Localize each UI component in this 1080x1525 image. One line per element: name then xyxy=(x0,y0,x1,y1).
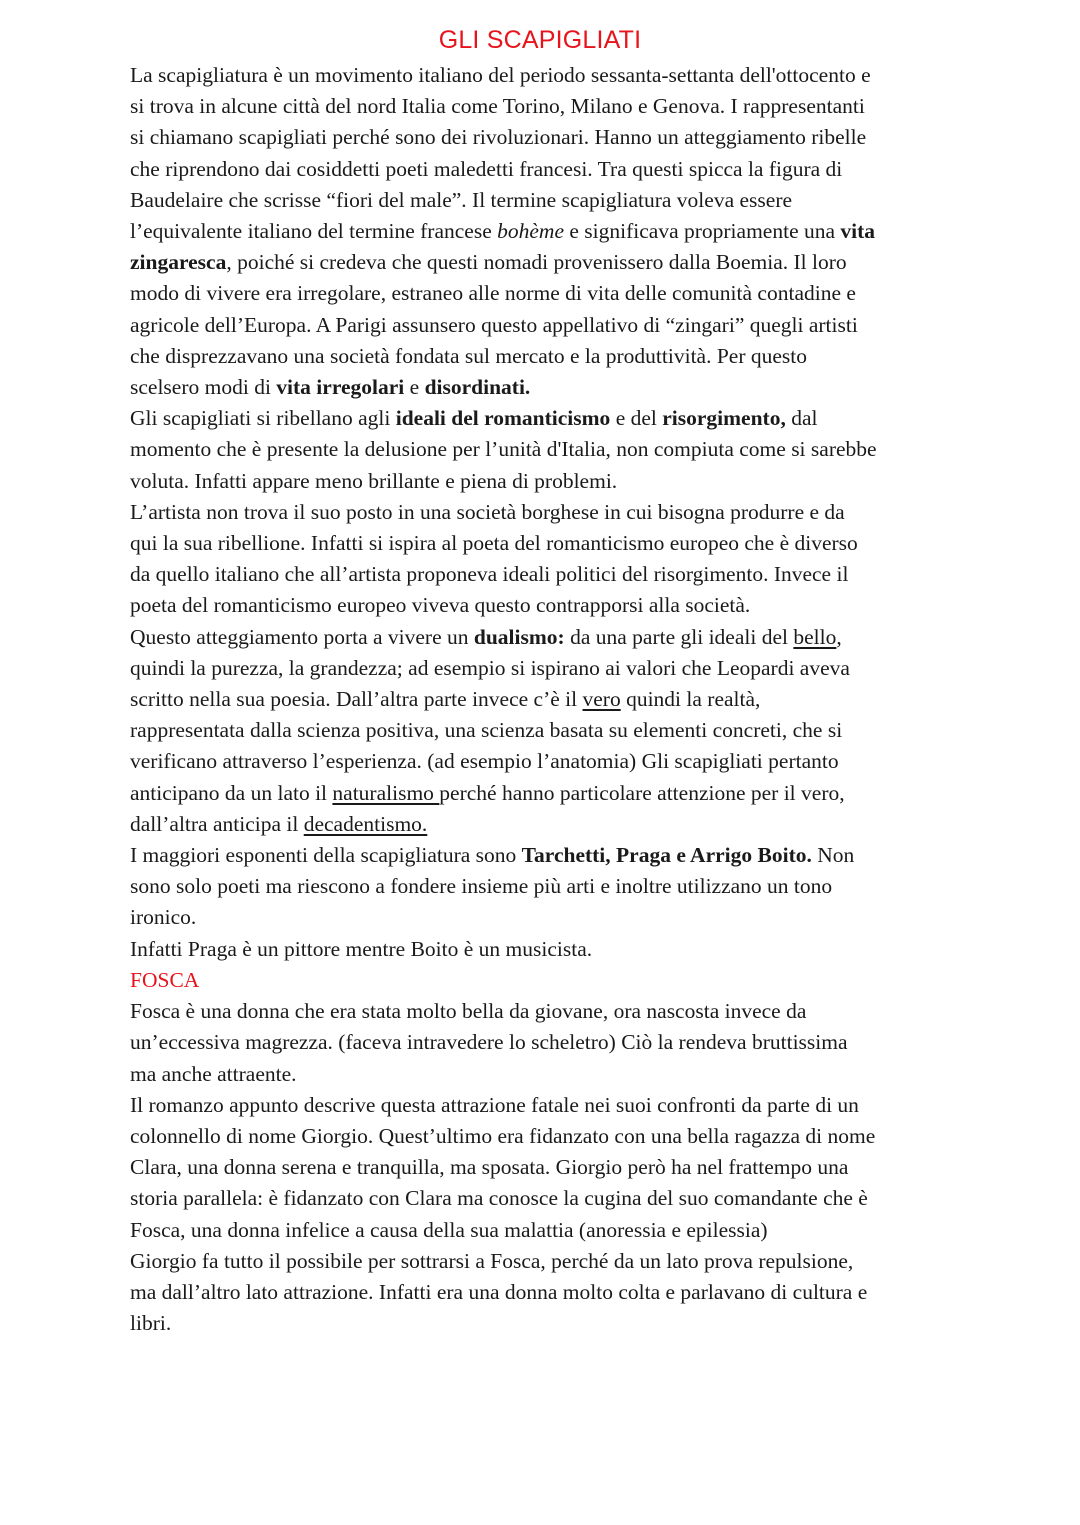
text-run: Non xyxy=(811,843,855,868)
text-line: storia parallela: è fidanzato con Clara ma conosce la cugina del suo comandante che è xyxy=(130,1186,868,1211)
text-run: scelsero modi di xyxy=(130,375,277,400)
text-line: ironico. xyxy=(130,905,197,930)
text-run: quindi la realtà, xyxy=(620,687,761,712)
text-run: dal xyxy=(785,406,818,431)
underlined-term: bello xyxy=(793,624,837,649)
text-line: Il romanzo appunto descrive questa attrazione fatale nei suoi confronti da parte di un xyxy=(130,1092,859,1117)
bold-term: ideali del romanticismo xyxy=(395,406,611,431)
text-line: un’eccessiva magrezza. (faceva intravedere lo scheletro) Ciò la rendeva bruttissima xyxy=(130,1030,848,1055)
text-line: qui la sua ribellione. Infatti si ispira al poeta del romanticismo europeo che è diverso xyxy=(130,531,858,556)
text-run: scritto nella sua poesia. Dall’altra parte invece c’è il xyxy=(130,687,583,712)
section-heading-fosca xyxy=(130,965,958,996)
paragraph-fosca-description xyxy=(130,996,958,1090)
paragraph-fosca-giorgio xyxy=(130,1246,958,1340)
text-line: Baudelaire che scrisse “fiori del male”. Il termine scapigliatura voleva essere xyxy=(130,187,793,212)
text-line xyxy=(130,403,958,434)
underlined-term: decadentismo. xyxy=(303,811,428,836)
text-run: , poiché si credeva che questi nomadi provenissero dalla Boemia. Il loro xyxy=(226,250,847,275)
text-line xyxy=(130,778,958,809)
paragraph-ideals xyxy=(130,403,958,497)
text-line: che disprezzavano una società fondata sul mercato e la produttività. Per questo xyxy=(130,343,807,368)
text-line: Giorgio fa tutto il possibile per sottrarsi a Fosca, perché da un lato prova repulsione, xyxy=(130,1248,854,1273)
bold-term: vita xyxy=(840,219,876,244)
text-run: da una parte gli ideali del xyxy=(564,624,794,649)
text-line xyxy=(130,216,958,247)
text-run: I maggiori esponenti della scapigliatura sono xyxy=(130,843,522,868)
text-line xyxy=(130,372,958,403)
text-line: che riprendono dai cosiddetti poeti maledetti francesi. Tra questi spicca la figura di xyxy=(130,156,843,181)
text-line: momento che è presente la delusione per l’unità d'Italia, non compiuta come si sarebbe xyxy=(130,437,877,462)
text-line: quindi la purezza, la grandezza; ad esempio si ispirano ai valori che Leopardi aveva xyxy=(130,655,850,680)
text-run: e xyxy=(404,375,425,400)
text-run: anticipano da un lato il xyxy=(130,780,333,805)
text-line: Infatti Praga è un pittore mentre Boito è un musicista. xyxy=(130,936,593,961)
text-run: e significava propriamente una xyxy=(564,219,841,244)
text-line xyxy=(130,622,958,653)
paragraph-artist xyxy=(130,497,958,622)
text-line: da quello italiano che all’artista proponeva ideali politici del risorgimento. Invece il xyxy=(130,562,849,587)
text-line: L’artista non trova il suo posto in una società borghese in cui bisogna produrre e da xyxy=(130,499,845,524)
underlined-term: vero xyxy=(582,687,621,712)
text-run: e del xyxy=(610,406,663,431)
text-line xyxy=(130,247,958,278)
text-line: verificano attraverso l’esperienza. (ad esempio l’anatomia) Gli scapigliati pertanto xyxy=(130,749,839,774)
text-line xyxy=(130,809,958,840)
text-line: Clara, una donna serena e tranquilla, ma sposata. Giorgio però ha nel frattempo una xyxy=(130,1155,849,1180)
bold-term: dualismo: xyxy=(473,624,565,649)
paragraph-dualism xyxy=(130,622,958,840)
text-line: agricole dell’Europa. A Parigi assunsero questo appellativo di “zingari” quegli artisti xyxy=(130,312,858,337)
bold-term: Tarchetti, Praga e Arrigo Boito. xyxy=(521,843,812,868)
paragraph-exponents xyxy=(130,840,958,934)
bold-term: disordinati. xyxy=(424,375,531,400)
text-line: libri. xyxy=(130,1311,172,1336)
paragraph-intro xyxy=(130,60,958,403)
text-run: perché hanno particolare attenzione per il vero, xyxy=(439,780,845,805)
text-run: Gli scapigliati si ribellano agli xyxy=(130,406,396,431)
text-line: rappresentata dalla scienza positiva, una scienza basata su elementi concreti, che si xyxy=(130,718,843,743)
text-line: voluta. Infatti appare meno brillante e piena di problemi. xyxy=(130,468,618,493)
italic-term: bohème xyxy=(497,219,564,244)
section-heading: FOSCA xyxy=(130,967,200,992)
underlined-term: naturalismo xyxy=(332,780,440,805)
page-title: GLI SCAPIGLIATI xyxy=(438,26,642,54)
text-line: si chiamano scapigliati perché sono dei rivoluzionari. Hanno un atteggiamento ribelle xyxy=(130,125,867,150)
text-run: dall’altra anticipa il xyxy=(130,811,304,836)
text-line xyxy=(130,684,958,715)
text-line: modo di vivere era irregolare, estraneo alle norme di vita delle comunità contadine e xyxy=(130,281,856,306)
text-line: poeta del romanticismo europeo viveva questo contrapporsi alla società. xyxy=(130,593,751,618)
text-run: Questo atteggiamento porta a vivere un xyxy=(130,624,474,649)
bold-term: vita irregolari xyxy=(276,375,405,400)
text-line: ma dall’altro lato attrazione. Infatti era una donna molto colta e parlavano di cultura e xyxy=(130,1279,868,1304)
text-line: La scapigliatura è un movimento italiano del periodo sessanta-settanta dell'ottocento e xyxy=(130,63,871,87)
text-run: , xyxy=(836,624,842,649)
text-line: ma anche attraente. xyxy=(130,1061,297,1086)
text-line: Fosca, una donna infelice a causa della sua malattia (anoressia e epilessia) xyxy=(130,1217,768,1242)
paragraph-fosca-novel xyxy=(130,1090,958,1246)
text-line xyxy=(130,840,958,871)
paragraph-praga-boito xyxy=(130,934,958,965)
text-line: si trova in alcune città del nord Italia come Torino, Milano e Genova. I rappresentanti xyxy=(130,94,865,119)
document-body xyxy=(130,60,958,1339)
text-run: l’equivalente italiano del termine francese xyxy=(130,219,498,244)
bold-term: risorgimento, xyxy=(662,406,786,431)
bold-term: zingaresca xyxy=(130,250,227,275)
text-line: colonnello di nome Giorgio. Quest’ultimo era fidanzato con una bella ragazza di nome xyxy=(130,1123,876,1148)
text-line: Fosca è una donna che era stata molto bella da giovane, ora nascosta invece da xyxy=(130,999,807,1024)
text-line: sono solo poeti ma riescono a fondere insieme più arti e inoltre utilizzano un tono xyxy=(130,874,833,899)
